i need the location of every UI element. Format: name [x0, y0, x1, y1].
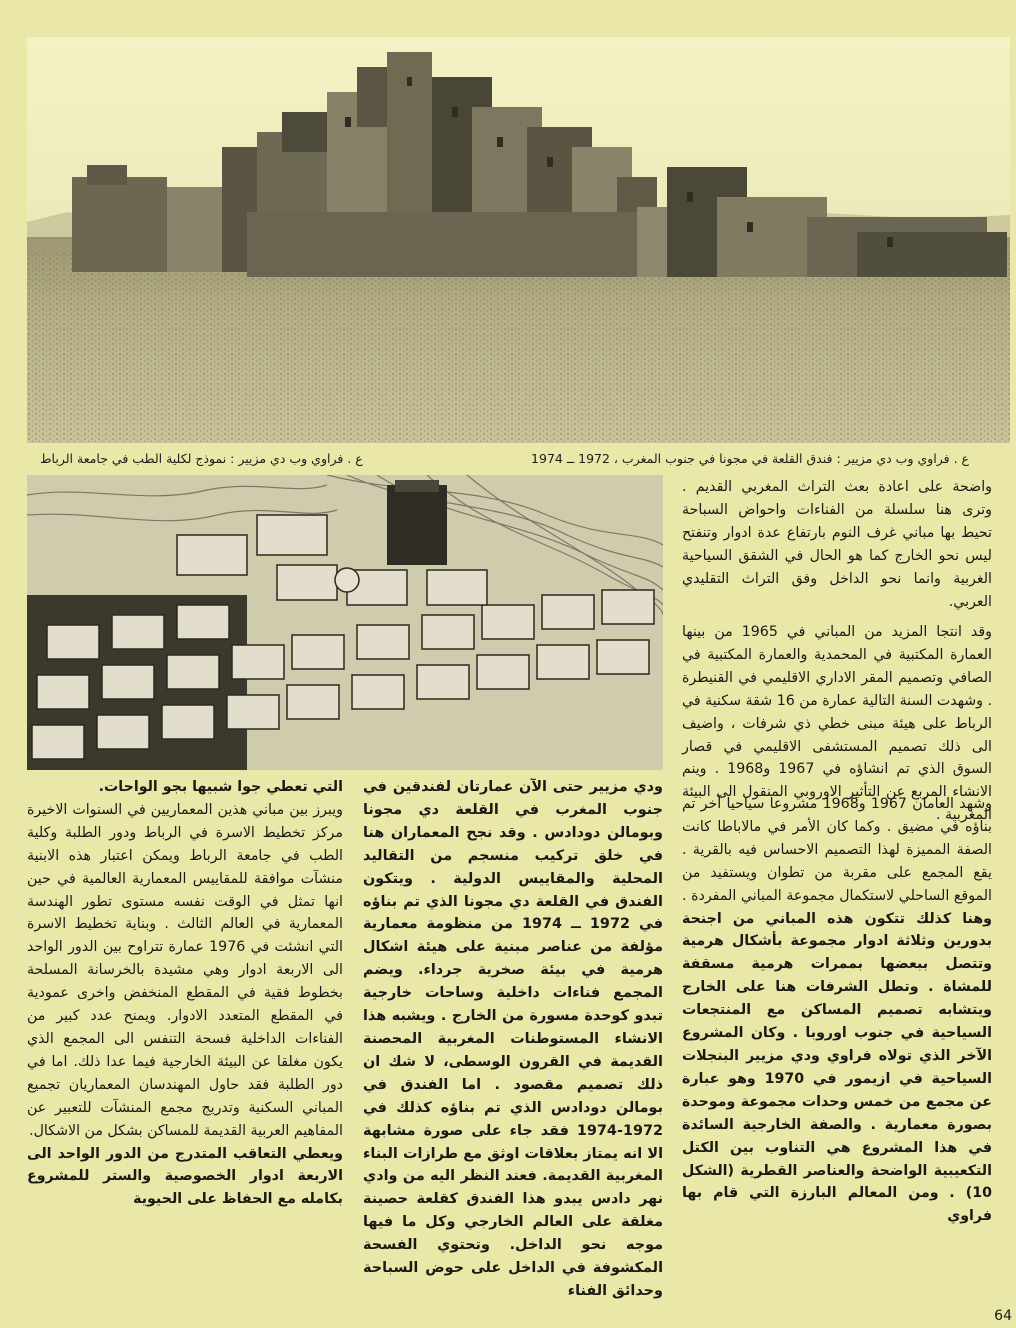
left-column-tail: ويعطي التعاقب المتدرج من الدور الواحد الى الاربعة ادوار الخصوصية والستر للمشروع بكامله مع الحفاظ على الحيوية — [27, 1145, 343, 1208]
medical-faculty-model-photo — [27, 475, 663, 770]
right-column-para-3 — [682, 793, 992, 1228]
model-photo-caption: ع . فراوي وب دي مزيير : نموذج لكلية الطب في جامعة الرباط — [40, 451, 363, 466]
middle-column-text: ودي مزيير حتى الآن عمارتان لفندقين في جنوب المغرب في القلعة دي مجونا وبومالن دودادس . وقد نجح المعماران هنا في خلق تركيب منسجم من التقاليد المحلية والمقاييس الدولية . ويتكون الفندق في القلعة دي مجونا الذي تم بناؤه في 1972 ــ 1974 من منظومة معمارية مؤلفة من عناصر مبنية على هيئة اشكال هرمية في بيئة صخرية جرداء. ويضم المجمع فناءات داخلية وساحات خارجية تبدو كوحدة مسورة من الخارج . ويشبه هذا الانشاء المستوطنات المغربية المحصنة القديمة في القرون الوسطى، لا شك ان ذلك تصميم مقصود . اما الفندق في بومالن دودادس الذي تم بناؤه كذلك في 1972-1974 فقد جاء على صورة مشابهة الا انه يمتاز بعلاقات اوثق مع طرازات البناء المغربية القديمة. فعند النظر اليه من وادي نهر دادس يبدو هذا الفندق كقلعة حصينة مغلقة على العالم الخارجي وكل ما فيها موجه نحو الداخل. وتحتوي الفسحة المكشوفة في الداخل على حوض السباحة وحدائق الفناء — [363, 779, 664, 1299]
right-column-para-1 — [682, 476, 992, 613]
right-para-2-text: وقد انتجا المزيد من المباني في 1965 من بينها العمارة المكتبية في المحمدية والعمارة المكتبية في الصافي وتصميم المقر الاداري الاقليمي في القنيطرة . وشهدت السنة التالية عمارة من 16 شقة سكنية في الرباط على هيئة مبنى خطي ذي شرفات ، واضيف الى ذلك تصميم المستشفى الاقليمي في قصار السوق الذي تم انشاؤه في 1967 و1968 . وينم الانشاء المربع عن التأثير الاوروبي المنقول الى البيئة المغربية . — [682, 624, 993, 824]
right-para-3-bold: وهنا كذلك تتكون هذه المباني من اجنحة بدورين وثلاثة ادوار مجموعة بأشكال هرمية وتتصل ببعضها بممرات هرمية مسقفة للمشاة . وتطل الشرفات هنا على الخارج ويتشابه تصميم المساكن مع المنتجعات السياحية في جنوب اوروبا . وكان المشروع الآخر الذي تولاه فراوي ودي مزيير البنجلات السياحية في ازيمور في 1970 وهو عبارة عن مجمع من خمس وحدات مجموعة وموحدة بصورة معمارية . والصفة الخارجية السائدة في هذا المشروع هي التناوب بين الكتل التكعيبية الواضحة والعناصر القطرية (الشكل 10) . — [682, 910, 992, 1202]
middle-column — [363, 776, 663, 1303]
left-column-lead: التي تعطي جوا شبيها بجو الواحات. — [98, 779, 343, 795]
left-column-body: ويبرز بين مباني هذين المعماريين في السنوات الاخيرة مركز تخطيط الاسرة في الرباط ودور الطلبة وكلية الطب في جامعة الرباط ويمكن اعتبار هذه الابنية منشآت موافقة للمقاييس المعمارية العالمية في حين انها تمثل في الوقت نفسه مستوى تطور الهندسة المعمارية في العالم الثالث . وبناية تخطيط الاسرة التي انشئت في 1976 عمارة تتراوح بين الدور الواحد الى الاربعة ادوار وهي مشيدة بالخرسانة المسلحة بخطوط فقية في المقطع المنخفض واخرى عمودية في المقطع المتعدد الادوار. ويمنح عدد كبير من الفناءات الداخلية فسحة التنفس الى المجمع الذي يكون مغلقا عن البيئة الخارجية فيما عدا ذلك. اما في دور الطلبة فقد حاول المهندسان المعماريان تجميع المباني السكنية وتدريج مجمع المنشآت للتعبير عن المفاهيم العربية القديمة للمساكن بشكل من الاشكال. — [27, 801, 343, 1139]
left-column — [27, 776, 343, 1211]
fortress-hotel-photo — [27, 37, 1010, 443]
right-para-3-plain: وشهد العامان 1967 و1968 مشروعا سياحيا آخر تم بناؤه في مضيق . وكما كان الأمر في مالاباطا كانت الصفة المميزة لهذا التصميم الاحساس فيه بالقرية . يقع المجمع على مقربة من تطوان ويستفيد من الموقع الساحلي لاستكمال مجموعة المباني المفردة . — [682, 796, 992, 904]
right-para-1-text: واضحة على اعادة بعث التراث المغربي القديم . وترى هنا سلسلة من الفناءات واحواض السباحة تحيط بها مباني غرف النوم بارتفاع عدة ادوار وتنفتح ليس نحو الخارج كما هو الحال في الشقق السياحية الغربية وانما نحو الداخل وفق التراث التقليدي العربي. — [682, 479, 992, 610]
right-para-3-end: ومن المعالم البارزة التي قام بها فراوي — [682, 1185, 992, 1225]
fortress-photo-caption: ع . فراوي وب دي مزيير : فندق القلعة في مجونا في جنوب المغرب ، 1972 ــ 1974 — [531, 451, 969, 466]
page-number: 64 — [994, 1308, 1012, 1324]
